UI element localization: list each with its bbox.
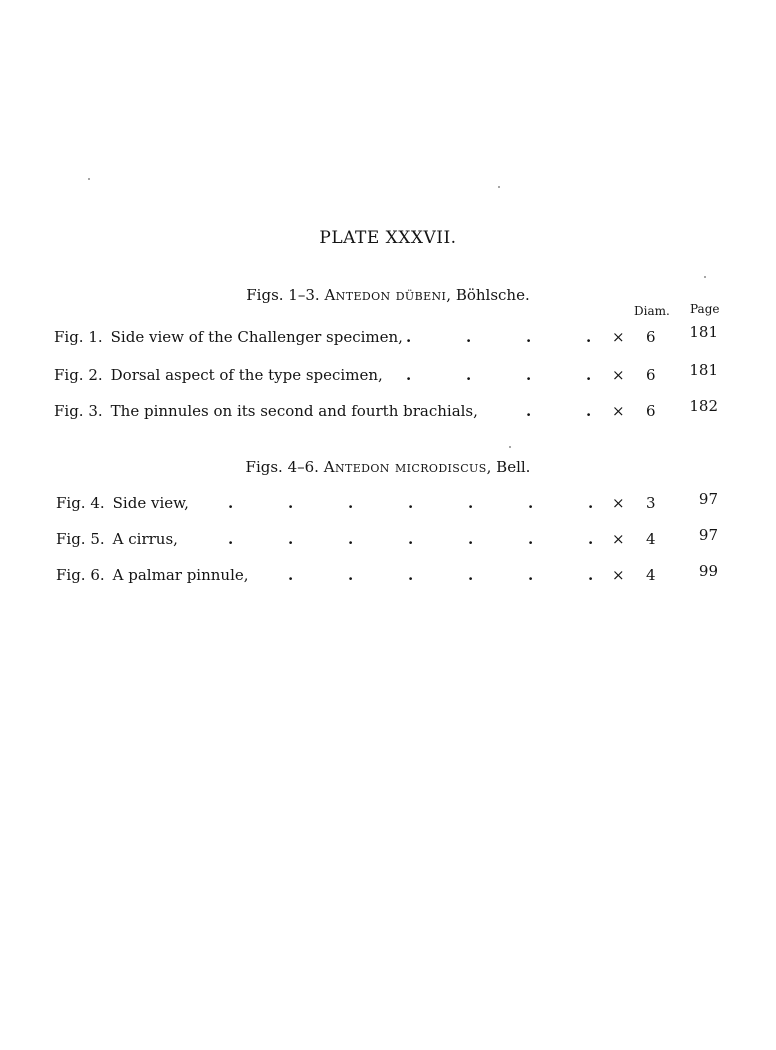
leader-dot: . (528, 566, 534, 584)
magnification-value: 6 (646, 366, 656, 384)
figure-row (0, 526, 776, 552)
figure-label: Fig. 3. (54, 402, 103, 420)
leader-dot: . (466, 366, 472, 384)
group-figs-range: Figs. 1–3. (246, 286, 320, 304)
leader-dot: . (228, 530, 234, 548)
figure-description: Side view, (112, 494, 189, 512)
leader-dot: . (406, 328, 412, 346)
leader-dot: . (588, 530, 594, 548)
leader-dot: . (468, 530, 474, 548)
leader-dot: . (348, 566, 354, 584)
group-heading (0, 458, 776, 476)
magnification-value: 6 (646, 402, 656, 420)
leader-dot: . (348, 494, 354, 512)
paper-speck (509, 446, 511, 448)
figure-label: Fig. 4. (56, 494, 105, 512)
group-heading (0, 286, 776, 304)
page-number: 182 (689, 397, 718, 415)
figure-row (0, 562, 776, 588)
paper-speck (704, 276, 706, 278)
figure-description: Side view of the Challenger specimen, (110, 328, 403, 346)
leader-dot: . (288, 566, 294, 584)
figure-row (0, 490, 776, 516)
magnification-sign: × (612, 530, 625, 548)
magnification-sign: × (612, 494, 625, 512)
plate-title: PLATE XXXVII. (319, 228, 457, 248)
figure-description: Dorsal aspect of the type specimen, (110, 366, 383, 384)
leader-dot: . (406, 366, 412, 384)
leader-dot: . (288, 494, 294, 512)
group-species-author: , Bell. (486, 458, 531, 476)
group-species-author: , Böhlsche. (446, 286, 530, 304)
figure-description: The pinnules on its second and fourth brachials, (110, 402, 478, 420)
leader-dot: . (586, 328, 592, 346)
page-number: 97 (698, 526, 718, 544)
leader-dot: . (586, 402, 592, 420)
page-number: 99 (698, 562, 718, 580)
leader-dot: . (526, 328, 532, 346)
figure-row (0, 397, 776, 424)
leader-dot: . (408, 494, 414, 512)
magnification-value: 3 (646, 494, 656, 512)
leader-dot: . (586, 366, 592, 384)
leader-dot: . (526, 366, 532, 384)
leader-dot: . (228, 494, 234, 512)
leader-dot: . (408, 566, 414, 584)
leader-dot: . (526, 402, 532, 420)
leader-dot: . (468, 494, 474, 512)
leader-dot: . (348, 530, 354, 548)
leader-dot: . (588, 494, 594, 512)
leader-dot: . (588, 566, 594, 584)
figure-description: A palmar pinnule, (112, 566, 249, 584)
group-figs-range: Figs. 4–6. (245, 458, 319, 476)
leader-dot: . (466, 328, 472, 346)
magnification-value: 6 (646, 328, 656, 346)
magnification-sign: × (612, 566, 625, 584)
diam-column-header: Diam. (634, 304, 670, 318)
figure-label: Fig. 1. (54, 328, 103, 346)
leader-dot: . (528, 494, 534, 512)
magnification-sign: × (612, 402, 625, 420)
paper-speck (88, 178, 90, 180)
figure-label: Fig. 5. (56, 530, 105, 548)
magnification-sign: × (612, 366, 625, 384)
figure-row (0, 361, 776, 388)
leader-dot: . (528, 530, 534, 548)
figure-label: Fig. 2. (54, 366, 103, 384)
group-species-name: Antedon dübeni (324, 286, 447, 304)
magnification-value: 4 (646, 566, 656, 584)
figure-row (0, 323, 776, 350)
page-number: 97 (698, 490, 718, 508)
paper-speck (498, 186, 500, 188)
page-number: 181 (689, 361, 718, 379)
figure-description: A cirrus, (112, 530, 178, 548)
magnification-sign: × (612, 328, 625, 346)
leader-dot: . (468, 566, 474, 584)
page-number: 181 (689, 323, 718, 341)
figure-label: Fig. 6. (56, 566, 105, 584)
leader-dot: . (288, 530, 294, 548)
page-column-header: Page (690, 302, 720, 316)
magnification-value: 4 (646, 530, 656, 548)
leader-dot: . (408, 530, 414, 548)
group-species-name: Antedon microdiscus (323, 458, 487, 476)
